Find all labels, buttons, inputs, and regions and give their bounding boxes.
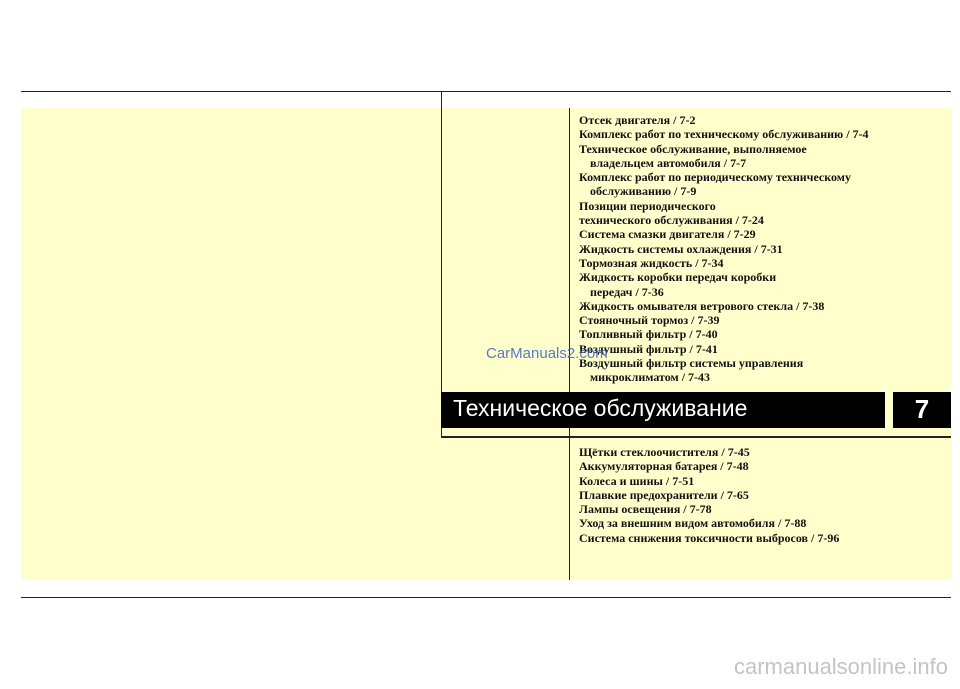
toc-item-text: Щётки стеклоочистителя / 7-45 bbox=[579, 445, 750, 459]
chapter-title: Техническое обслуживание bbox=[453, 395, 748, 421]
toc-item-text: Система смазки двигателя / 7-29 bbox=[579, 227, 756, 242]
toc-item[interactable] bbox=[579, 327, 949, 341]
toc-item-text: Позиции периодического bbox=[579, 198, 716, 213]
watermark-carmanualsonline[interactable]: carmanualsonline.info bbox=[733, 654, 948, 679]
toc-item-text: Колеса и шины / 7-51 bbox=[579, 473, 695, 488]
toc-item-text: Воздушный фильтр системы управления bbox=[579, 356, 804, 371]
toc-item-text: Топливный фильтр / 7-40 bbox=[579, 327, 718, 342]
toc-item[interactable] bbox=[579, 313, 949, 327]
toc-item[interactable] bbox=[579, 502, 949, 516]
toc-item[interactable] bbox=[579, 142, 949, 171]
toc-item[interactable] bbox=[579, 113, 949, 127]
toc-item-continuation: передач / 7-36 bbox=[590, 284, 664, 299]
toc-item[interactable] bbox=[579, 213, 949, 227]
toc-item-text: Тормозная жидкость / 7-34 bbox=[579, 255, 724, 270]
top-rule bbox=[21, 91, 951, 92]
column-divider-right bbox=[569, 108, 570, 580]
toc-item-text: Жидкость коробки передач коробки bbox=[579, 270, 777, 285]
chapter-number-box bbox=[893, 392, 951, 428]
toc-item[interactable] bbox=[579, 474, 949, 488]
title-underline bbox=[441, 436, 951, 438]
toc-item-text: Жидкость системы охлаждения / 7-31 bbox=[579, 241, 783, 256]
toc-item-continuation: обслуживанию / 7-9 bbox=[590, 184, 697, 199]
toc-item-text: Уход за внешним видом автомобиля / 7-88 bbox=[579, 516, 807, 531]
toc-item-continuation: владельцем автомобиля / 7-7 bbox=[590, 155, 747, 170]
toc-item[interactable] bbox=[579, 459, 949, 473]
toc-item[interactable] bbox=[579, 342, 949, 356]
toc-item-text: Отсек двигателя / 7-2 bbox=[579, 113, 696, 127]
bottom-rule bbox=[21, 597, 951, 598]
toc-item[interactable] bbox=[579, 356, 949, 385]
toc-item-text: технического обслуживания / 7-24 bbox=[579, 213, 764, 228]
toc-item-text: Стояночный тормоз / 7-39 bbox=[579, 313, 720, 328]
toc-item-text: Аккумуляторная батарея / 7-48 bbox=[579, 459, 749, 474]
toc-item[interactable] bbox=[579, 299, 949, 313]
toc-item[interactable] bbox=[579, 170, 949, 199]
column-divider-left bbox=[441, 91, 442, 437]
chapter-number: 7 bbox=[914, 394, 930, 424]
toc-item[interactable] bbox=[579, 256, 949, 270]
toc-item-text: Плавкие предохранители / 7-65 bbox=[579, 487, 749, 502]
toc-item[interactable] bbox=[579, 242, 949, 256]
toc-item-continuation: микроклиматом / 7-43 bbox=[590, 370, 711, 385]
toc-item-text: Жидкость омывателя ветрового стекла / 7-38 bbox=[579, 298, 825, 313]
toc-item[interactable] bbox=[579, 488, 949, 502]
toc-list-top bbox=[579, 113, 949, 385]
toc-item-text: Воздушный фильтр / 7-41 bbox=[579, 341, 718, 356]
toc-item[interactable] bbox=[579, 199, 949, 213]
toc-item[interactable] bbox=[579, 445, 949, 459]
chapter-title-bar bbox=[441, 392, 885, 428]
toc-item[interactable] bbox=[579, 516, 949, 530]
toc-item[interactable] bbox=[579, 227, 949, 241]
toc-item-text: Лампы освещения / 7-78 bbox=[579, 502, 712, 517]
toc-item[interactable] bbox=[579, 531, 949, 545]
toc-list-bottom bbox=[579, 445, 949, 545]
toc-item[interactable] bbox=[579, 270, 949, 299]
watermark-carmanuals2[interactable]: CarManuals2.com bbox=[486, 345, 608, 362]
toc-item-text: Техническое обслуживание, выполняемое bbox=[579, 141, 807, 156]
toc-item-text: Комплекс работ по периодическому техническому bbox=[579, 170, 851, 185]
toc-item-text: Система снижения токсичности выбросов / 7-96 bbox=[579, 530, 840, 545]
toc-item[interactable] bbox=[579, 127, 949, 141]
toc-item-text: Комплекс работ по техническому обслуживанию / 7-4 bbox=[579, 127, 869, 142]
